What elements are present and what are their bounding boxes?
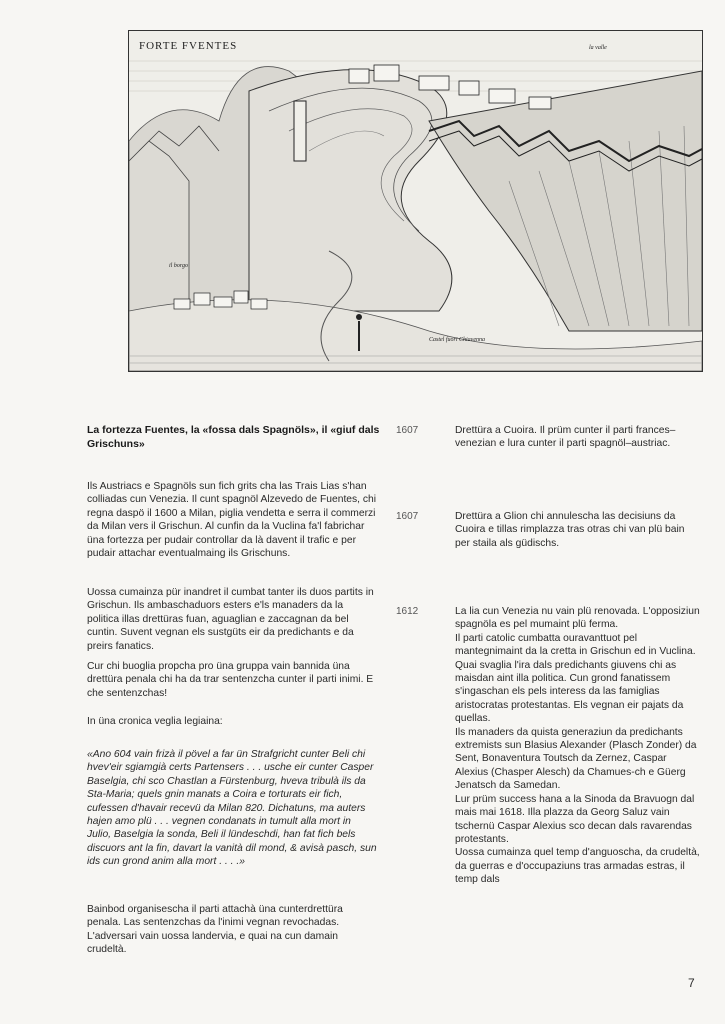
paragraph-text: Cur chi buoglia propcha pro üna gruppa vain bannida üna drettüra penala chi ha da trar sentenzcha cunter il parti inimi. E che sentenzchas!	[87, 661, 374, 699]
timeline-year-3: 1612	[396, 606, 419, 617]
left-paragraph-5	[87, 903, 377, 957]
entry-paragraph: Uossa cumainza quel temp d'anguoscha, da crudeltà, da guerras e d'occupaziuns tras armadas estras, il temp dals	[455, 847, 700, 886]
left-paragraph-4	[87, 715, 377, 728]
paragraph-text: In üna cronica veglia legiaina:	[87, 716, 223, 727]
engraving-label-bottom: Castel fuori Chiavenna	[429, 337, 485, 343]
quote-text: «Ano 604 vain frizà il pövel a far ün Strafgricht cunter Beli chi hvev'eir sgiamgià certs Partensers . . . usche eir cunter Casper Baselgia, chi sco Chastlan a Fürstenburg, hveva tribulà ils da Sta-Maria; quels gnin manats a Coira e torturats eir fich, cufessen d'havair recevü da Milan 820. Dichatuns, ma auters hajen amo plü . . . vegnen condanats in tumult alla mort in Julio, Baselgia la sonda, Beli il lündeschdi, han fat fich bels discuors ant la fin, davart la vanità dil mond, & avisà pasch, sun ids cun grond anim alla mort . . . .»	[87, 749, 377, 868]
entry-paragraph: La lia cun Venezia nu vain plü renovada. L'opposiziun spagnöla es pel mumaint plü ferma.	[455, 606, 700, 631]
timeline-year-2: 1607	[396, 511, 419, 522]
fortress-engraving	[128, 30, 703, 372]
timeline-year-1: 1607	[396, 425, 419, 436]
engraving-title: FORTE FVENTES	[139, 40, 238, 52]
left-paragraph-3	[87, 660, 377, 700]
entry-text: Drettüra a Glion chi annulescha las decisiuns da Cuoira e tillas rimplazza tras otras chi van plü bain per staila als güdischs.	[455, 511, 685, 549]
engraving-label-borgo: il borgo	[169, 263, 188, 269]
paragraph-text: Ils Austriacs e Spagnöls sun fich grits cha las Trais Lias s'han colliadas cun Venezia. Il cunt spagnöl Alzevedo de Fuentes, chi regna daspö il 1600 a Milan, piglia vendetta e serra il commerzi da Milan vers il Grischun. Al cunfin da la Vuclina fa'l fabrichar üna fortezza per pudair controllar da là davent il trafic e per pudair attachar eventualmaing ils Grischuns.	[87, 481, 377, 560]
left-paragraph-1	[87, 480, 377, 560]
chronicle-quote	[87, 748, 377, 869]
paragraph-text: Bainbod organisescha il parti attachà üna cunterdrettüra penala. Las sentenzchas da l'inimi vegnan revochadas. L'adversari vain uossa landervia, e quai na cun damain crudeltà.	[87, 904, 343, 956]
entry-paragraph: Il parti catolic cumbatta ouravanttuot pel mantegnimaint da la cretta in Grischun ed in Vuclina. Quai svaglia l'ira dals predichants giuvens chi as maisdan aint illa politica. Cun grond fanatissem s'ingaschan els pels interess da las famiglias aristocratas protestantas. Els vegnan eir pajats da quellas.	[455, 632, 696, 725]
engraving-label-valle: la valle	[589, 45, 607, 51]
timeline-entry-2	[455, 510, 700, 550]
left-paragraph-2	[87, 586, 377, 653]
entry-paragraph: Lur prüm success hana a la Sinoda da Bravuogn dal mais mai 1618. Illa plazza da Georg Saluz vain tschernü Caspar Alexius sco decan dals ravarendas protestants.	[455, 793, 695, 845]
entry-paragraph: Ils manaders da quista generaziun da predichants extremists sun Blasius Alexander (Plasch Zonder) da Sent, Bonaventura Toutsch da Zernez, Caspar Alexius (Chasper Alesch) da Chamues-ch e Güerg Jenatsch da Samedan.	[455, 726, 697, 792]
engraving-drawing	[129, 31, 702, 371]
paragraph-text: Uossa cumainza pür inandret il cumbat tanter ils duos partits in Grischun. Ils ambaschaduors esters e'ls manaders da la politica illas drettüras fuan, aguaglian e zaccagnan da bel cuntin. Suvent vegnan els sustgüts eir da predichants e da preirs fanatics.	[87, 587, 374, 652]
timeline-entry-3	[455, 605, 700, 887]
entry-text: Drettüra a Cuoira. Il prüm cunter il parti frances–venezian e lura cunter il parti spagnöl–austriac.	[455, 425, 676, 450]
page-number: 7	[688, 976, 695, 990]
timeline-entry-1	[455, 424, 700, 451]
caption-heading: La fortezza Fuentes, la «fossa dals Spagnöls», il «giuf dals Grischuns»	[87, 424, 380, 450]
